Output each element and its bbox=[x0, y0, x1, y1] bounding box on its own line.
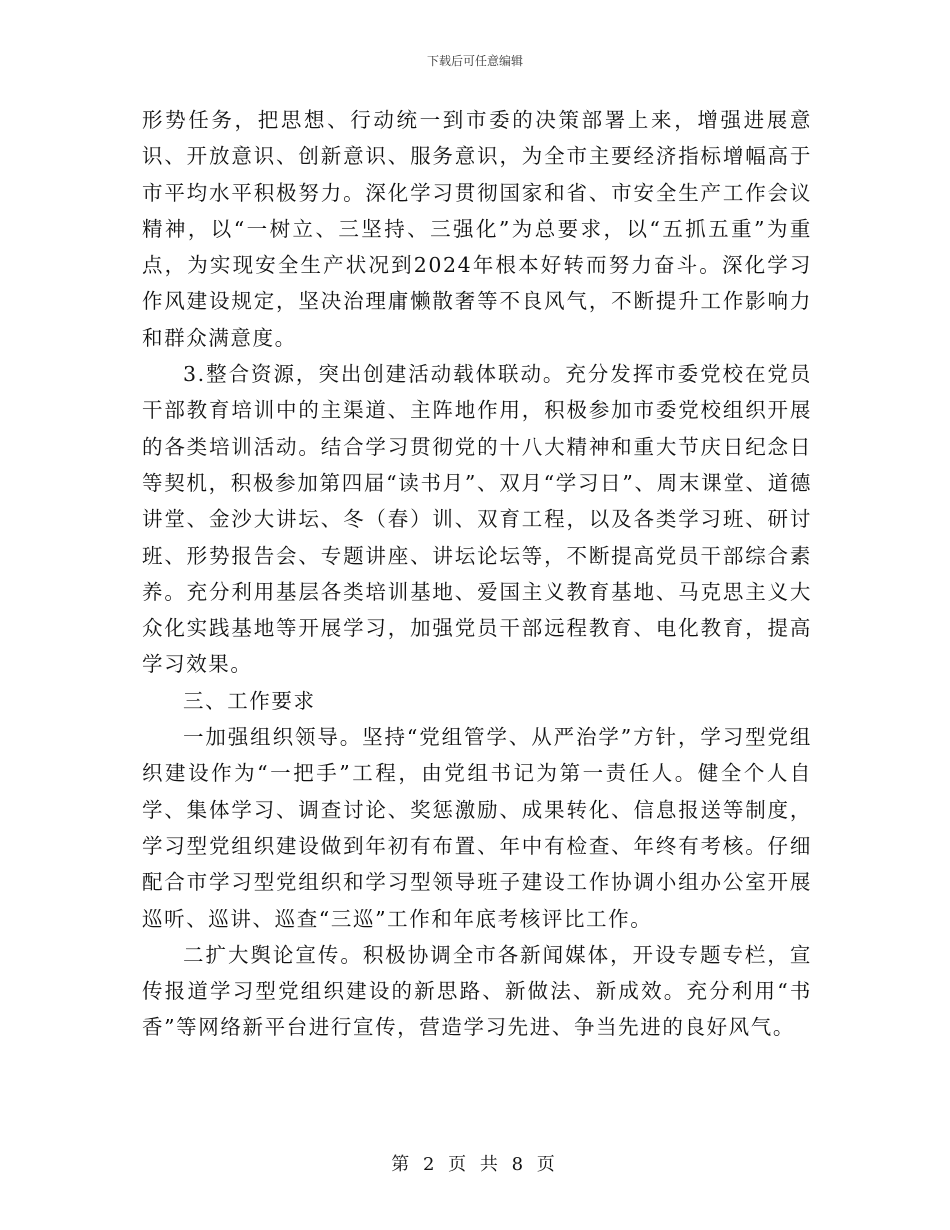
section-heading-work-requirements: 三、工作要求 bbox=[183, 688, 316, 713]
page-header-note: 下载后可任意编辑 bbox=[426, 54, 523, 68]
paragraph-1: 形势任务，把思想、行动统一到市委的决策部署上来，增强进展意识、开放意识、创新意识、服务意识，为全市主要经济指标增幅高于市平均水平积极努力。深化学习贯彻国家和省、市安全生产工作会议精神，以“一树立、三坚持、三强化”为总要求，以“五抓五重”为重点，为实现安全生产状况到2024年根本好转而努力奋斗。深化学习作风建设规定，坚决治理庸懒散奢等不良风气，不断提升工作影响力和群众满意度。 bbox=[142, 108, 812, 350]
paragraph-3: 一加强组织领导。坚持“党组管学、从严治学”方针，学习型党组织建设作为“一把手”工程，由党组书记为第一责任人。健全个人自学、集体学习、调查讨论、奖惩激励、成果转化、信息报送等制度，学习型党组织建设做到年初有布置、年中有检查、年终有考核。仔细配合市学习型党组织和学习型领导班子建设工作协调小组办公室开展巡听、巡讲、巡查“三巡”工作和年底考核评比工作。 bbox=[142, 725, 812, 931]
document-body bbox=[142, 102, 812, 1046]
paragraph-4: 二扩大舆论宣传。积极协调全市各新闻媒体，开设专题专栏，宣传报道学习型党组织建设的新思路、新做法、新成效。充分利用“书香”等网络新平台进行宣传，营造学习先进、争当先进的良好风气。 bbox=[142, 942, 812, 1040]
page-number-footer: 第 2 页 共 8 页 bbox=[391, 1154, 559, 1175]
paragraph-2: 3.整合资源，突出创建活动载体联动。充分发挥市委党校在党员干部教育培训中的主渠道、主阵地作用，积极参加市委党校组织开展的各类培训活动。结合学习贯彻党的十八大精神和重大节庆日纪念日等契机，积极参加第四届“读书月”、双月“学习日”、周末课堂、道德讲堂、金沙大讲坛、冬（春）训、双育工程，以及各类学习班、研讨班、形势报告会、专题讲座、讲坛论坛等，不断提高党员干部综合素养。充分利用基层各类培训基地、爱国主义教育基地、马克思主义大众化实践基地等开展学习，加强党员干部远程教育、电化教育，提高学习效果。 bbox=[142, 362, 812, 677]
